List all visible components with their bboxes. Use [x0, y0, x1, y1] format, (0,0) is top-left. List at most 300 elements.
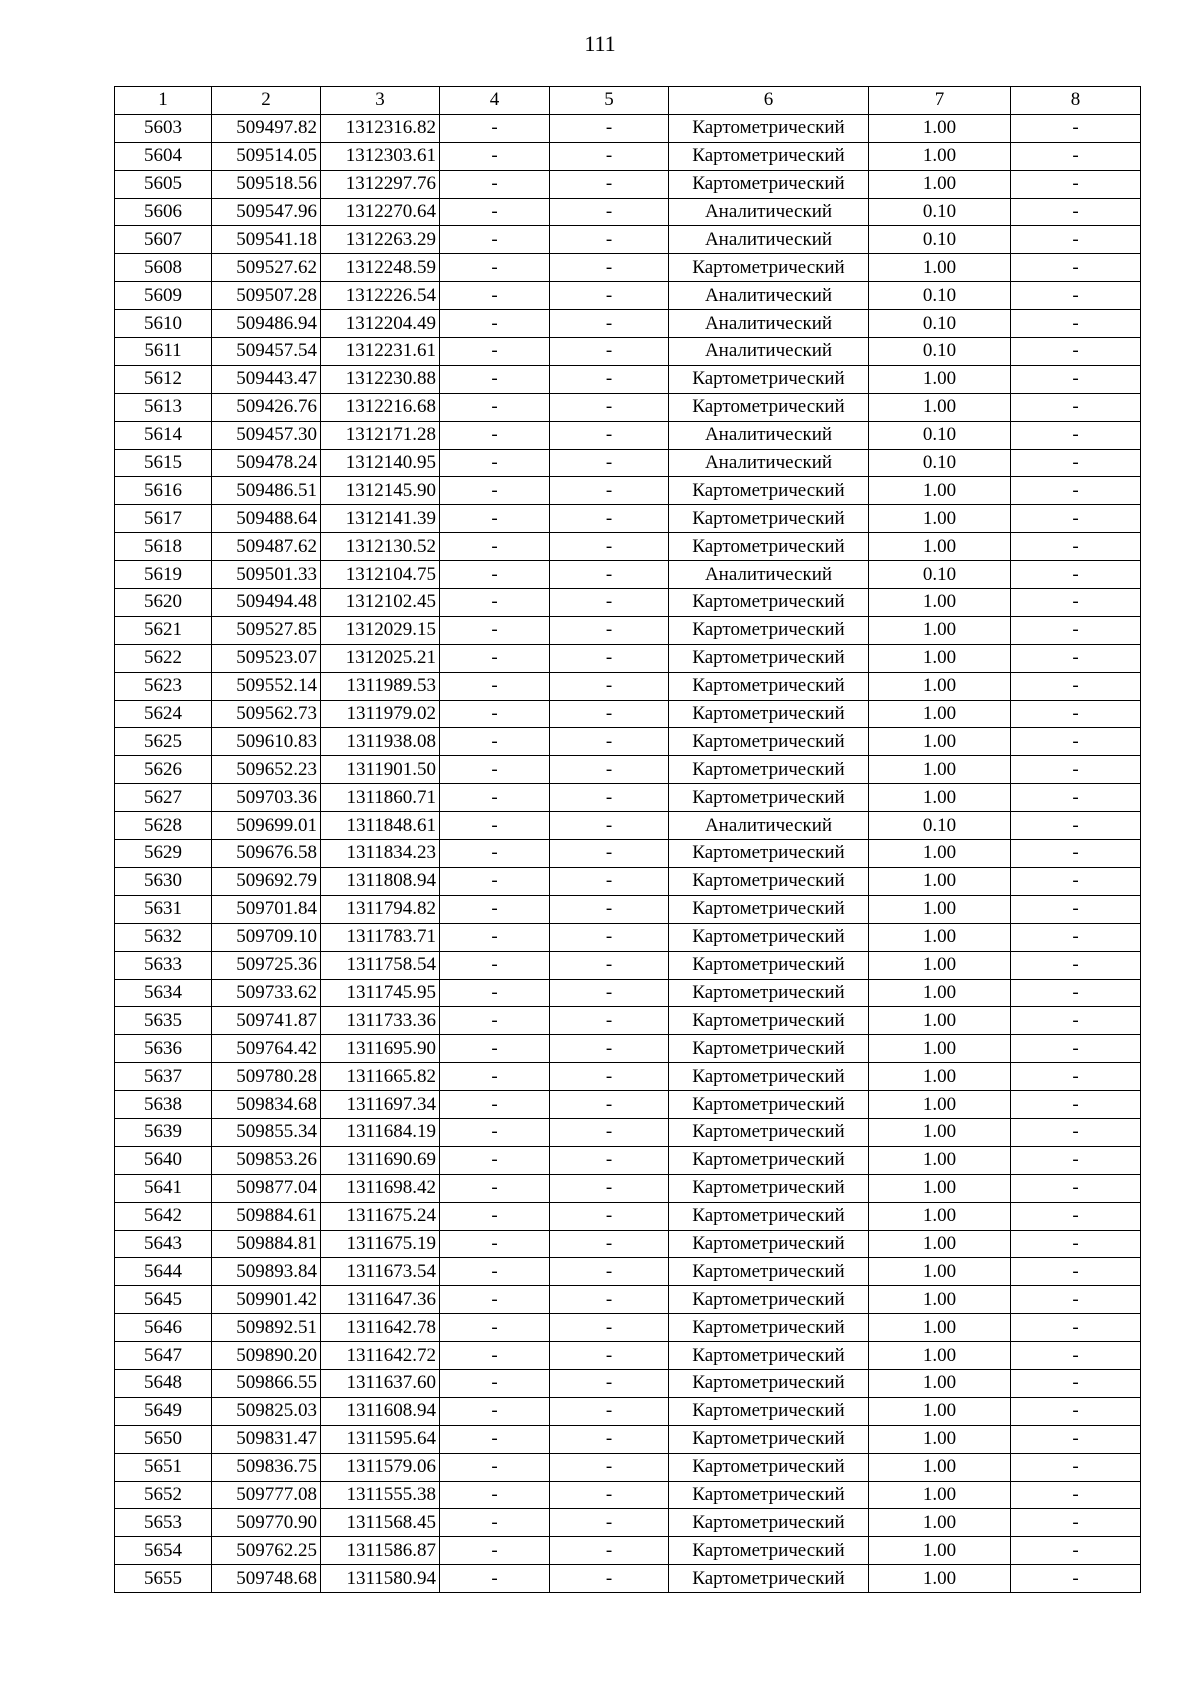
column-5-cell: - [550, 895, 669, 923]
column-8-cell: - [1011, 282, 1141, 310]
column-5-cell: - [550, 1118, 669, 1146]
column-8-cell: - [1011, 895, 1141, 923]
column-5-cell: - [550, 728, 669, 756]
method-cell: Картометрический [669, 616, 869, 644]
y-coordinate-cell: 1311860.71 [321, 784, 440, 812]
method-cell: Картометрический [669, 1481, 869, 1509]
method-cell: Картометрический [669, 756, 869, 784]
column-5-cell: - [550, 589, 669, 617]
column-8-cell: - [1011, 1091, 1141, 1119]
table-row [115, 589, 1141, 617]
table-row [115, 561, 1141, 589]
table-row [115, 1509, 1141, 1537]
column-8-cell: - [1011, 310, 1141, 338]
x-coordinate-cell: 509853.26 [212, 1146, 321, 1174]
method-cell: Картометрический [669, 170, 869, 198]
x-coordinate-cell: 509552.14 [212, 672, 321, 700]
y-coordinate-cell: 1312145.90 [321, 477, 440, 505]
column-8-cell: - [1011, 114, 1141, 142]
table-row [115, 198, 1141, 226]
y-coordinate-cell: 1311745.95 [321, 979, 440, 1007]
column-4-cell: - [440, 867, 550, 895]
header-cell: 5 [550, 87, 669, 115]
point-number-cell: 5606 [115, 198, 212, 226]
x-coordinate-cell: 509507.28 [212, 282, 321, 310]
table-row [115, 756, 1141, 784]
point-number-cell: 5635 [115, 1007, 212, 1035]
column-5-cell: - [550, 1035, 669, 1063]
point-number-cell: 5653 [115, 1509, 212, 1537]
x-coordinate-cell: 509892.51 [212, 1314, 321, 1342]
column-4-cell: - [440, 700, 550, 728]
column-8-cell: - [1011, 1481, 1141, 1509]
x-coordinate-cell: 509741.87 [212, 1007, 321, 1035]
column-8-cell: - [1011, 226, 1141, 254]
accuracy-cell: 1.00 [869, 1146, 1011, 1174]
accuracy-cell: 1.00 [869, 756, 1011, 784]
y-coordinate-cell: 1311555.38 [321, 1481, 440, 1509]
column-4-cell: - [440, 1230, 550, 1258]
column-4-cell: - [440, 338, 550, 366]
column-4-cell: - [440, 1286, 550, 1314]
point-number-cell: 5655 [115, 1565, 212, 1593]
table-row [115, 310, 1141, 338]
method-cell: Картометрический [669, 867, 869, 895]
point-number-cell: 5616 [115, 477, 212, 505]
method-cell: Картометрический [669, 840, 869, 868]
table-row [115, 672, 1141, 700]
point-number-cell: 5642 [115, 1202, 212, 1230]
column-8-cell: - [1011, 1565, 1141, 1593]
point-number-cell: 5627 [115, 784, 212, 812]
table-row [115, 449, 1141, 477]
y-coordinate-cell: 1312303.61 [321, 142, 440, 170]
column-5-cell: - [550, 1453, 669, 1481]
method-cell: Картометрический [669, 1007, 869, 1035]
point-number-cell: 5636 [115, 1035, 212, 1063]
method-cell: Картометрический [669, 477, 869, 505]
column-8-cell: - [1011, 1537, 1141, 1565]
method-cell: Картометрический [669, 1118, 869, 1146]
method-cell: Картометрический [669, 254, 869, 282]
method-cell: Картометрический [669, 644, 869, 672]
method-cell: Аналитический [669, 449, 869, 477]
y-coordinate-cell: 1312316.82 [321, 114, 440, 142]
accuracy-cell: 0.10 [869, 421, 1011, 449]
table-header-row [115, 87, 1141, 115]
method-cell: Картометрический [669, 1230, 869, 1258]
y-coordinate-cell: 1311695.90 [321, 1035, 440, 1063]
column-4-cell: - [440, 616, 550, 644]
method-cell: Картометрический [669, 979, 869, 1007]
accuracy-cell: 1.00 [869, 1565, 1011, 1593]
column-5-cell: - [550, 840, 669, 868]
point-number-cell: 5644 [115, 1258, 212, 1286]
method-cell: Картометрический [669, 1091, 869, 1119]
column-8-cell: - [1011, 533, 1141, 561]
accuracy-cell: 1.00 [869, 1035, 1011, 1063]
column-8-cell: - [1011, 728, 1141, 756]
x-coordinate-cell: 509488.64 [212, 505, 321, 533]
method-cell: Аналитический [669, 310, 869, 338]
method-cell: Картометрический [669, 114, 869, 142]
column-5-cell: - [550, 1258, 669, 1286]
y-coordinate-cell: 1312130.52 [321, 533, 440, 561]
column-8-cell: - [1011, 142, 1141, 170]
y-coordinate-cell: 1311647.36 [321, 1286, 440, 1314]
table-row [115, 1258, 1141, 1286]
y-coordinate-cell: 1312029.15 [321, 616, 440, 644]
table-row [115, 1035, 1141, 1063]
column-5-cell: - [550, 1397, 669, 1425]
method-cell: Картометрический [669, 923, 869, 951]
table-row [115, 616, 1141, 644]
column-5-cell: - [550, 1230, 669, 1258]
column-8-cell: - [1011, 1509, 1141, 1537]
column-8-cell: - [1011, 477, 1141, 505]
column-8-cell: - [1011, 1369, 1141, 1397]
column-4-cell: - [440, 1425, 550, 1453]
table-row [115, 226, 1141, 254]
method-cell: Картометрический [669, 589, 869, 617]
point-number-cell: 5647 [115, 1342, 212, 1370]
accuracy-cell: 0.10 [869, 561, 1011, 589]
point-number-cell: 5650 [115, 1425, 212, 1453]
accuracy-cell: 1.00 [869, 477, 1011, 505]
x-coordinate-cell: 509610.83 [212, 728, 321, 756]
y-coordinate-cell: 1312140.95 [321, 449, 440, 477]
column-8-cell: - [1011, 505, 1141, 533]
y-coordinate-cell: 1311848.61 [321, 812, 440, 840]
column-4-cell: - [440, 1202, 550, 1230]
x-coordinate-cell: 509514.05 [212, 142, 321, 170]
table-row [115, 365, 1141, 393]
column-5-cell: - [550, 533, 669, 561]
x-coordinate-cell: 509877.04 [212, 1174, 321, 1202]
point-number-cell: 5637 [115, 1063, 212, 1091]
x-coordinate-cell: 509486.51 [212, 477, 321, 505]
table-row [115, 923, 1141, 951]
accuracy-cell: 1.00 [869, 979, 1011, 1007]
column-8-cell: - [1011, 589, 1141, 617]
column-4-cell: - [440, 449, 550, 477]
y-coordinate-cell: 1312270.64 [321, 198, 440, 226]
point-number-cell: 5620 [115, 589, 212, 617]
y-coordinate-cell: 1311580.94 [321, 1565, 440, 1593]
column-5-cell: - [550, 198, 669, 226]
x-coordinate-cell: 509457.30 [212, 421, 321, 449]
x-coordinate-cell: 509443.47 [212, 365, 321, 393]
point-number-cell: 5649 [115, 1397, 212, 1425]
method-cell: Картометрический [669, 1063, 869, 1091]
method-cell: Картометрический [669, 1286, 869, 1314]
column-4-cell: - [440, 505, 550, 533]
table-row [115, 1202, 1141, 1230]
accuracy-cell: 1.00 [869, 867, 1011, 895]
accuracy-cell: 1.00 [869, 951, 1011, 979]
column-4-cell: - [440, 1481, 550, 1509]
column-8-cell: - [1011, 1397, 1141, 1425]
point-number-cell: 5634 [115, 979, 212, 1007]
table-row [115, 114, 1141, 142]
y-coordinate-cell: 1311675.24 [321, 1202, 440, 1230]
accuracy-cell: 0.10 [869, 812, 1011, 840]
column-4-cell: - [440, 421, 550, 449]
table-row [115, 1537, 1141, 1565]
accuracy-cell: 1.00 [869, 1174, 1011, 1202]
point-number-cell: 5611 [115, 338, 212, 366]
y-coordinate-cell: 1311673.54 [321, 1258, 440, 1286]
column-5-cell: - [550, 477, 669, 505]
column-5-cell: - [550, 644, 669, 672]
point-number-cell: 5626 [115, 756, 212, 784]
x-coordinate-cell: 509764.42 [212, 1035, 321, 1063]
column-8-cell: - [1011, 1007, 1141, 1035]
column-5-cell: - [550, 1369, 669, 1397]
y-coordinate-cell: 1312231.61 [321, 338, 440, 366]
y-coordinate-cell: 1312025.21 [321, 644, 440, 672]
column-5-cell: - [550, 923, 669, 951]
point-number-cell: 5604 [115, 142, 212, 170]
method-cell: Картометрический [669, 1314, 869, 1342]
column-5-cell: - [550, 1063, 669, 1091]
x-coordinate-cell: 509692.79 [212, 867, 321, 895]
column-8-cell: - [1011, 1425, 1141, 1453]
column-4-cell: - [440, 895, 550, 923]
y-coordinate-cell: 1311665.82 [321, 1063, 440, 1091]
column-4-cell: - [440, 1537, 550, 1565]
table-row [115, 477, 1141, 505]
y-coordinate-cell: 1312230.88 [321, 365, 440, 393]
column-8-cell: - [1011, 1035, 1141, 1063]
accuracy-cell: 0.10 [869, 449, 1011, 477]
method-cell: Картометрический [669, 1342, 869, 1370]
x-coordinate-cell: 509487.62 [212, 533, 321, 561]
accuracy-cell: 1.00 [869, 1537, 1011, 1565]
column-5-cell: - [550, 1174, 669, 1202]
point-number-cell: 5639 [115, 1118, 212, 1146]
method-cell: Картометрический [669, 1035, 869, 1063]
x-coordinate-cell: 509777.08 [212, 1481, 321, 1509]
column-4-cell: - [440, 198, 550, 226]
column-4-cell: - [440, 812, 550, 840]
column-5-cell: - [550, 505, 669, 533]
column-4-cell: - [440, 951, 550, 979]
x-coordinate-cell: 509825.03 [212, 1397, 321, 1425]
column-4-cell: - [440, 1118, 550, 1146]
x-coordinate-cell: 509562.73 [212, 700, 321, 728]
accuracy-cell: 1.00 [869, 784, 1011, 812]
y-coordinate-cell: 1311979.02 [321, 700, 440, 728]
header-cell: 4 [440, 87, 550, 115]
accuracy-cell: 1.00 [869, 923, 1011, 951]
column-5-cell: - [550, 449, 669, 477]
column-4-cell: - [440, 923, 550, 951]
table-row [115, 170, 1141, 198]
point-number-cell: 5652 [115, 1481, 212, 1509]
method-cell: Картометрический [669, 1369, 869, 1397]
y-coordinate-cell: 1311608.94 [321, 1397, 440, 1425]
column-5-cell: - [550, 393, 669, 421]
table-row [115, 254, 1141, 282]
column-4-cell: - [440, 1397, 550, 1425]
x-coordinate-cell: 509890.20 [212, 1342, 321, 1370]
accuracy-cell: 1.00 [869, 1202, 1011, 1230]
accuracy-cell: 0.10 [869, 198, 1011, 226]
point-number-cell: 5631 [115, 895, 212, 923]
column-5-cell: - [550, 812, 669, 840]
table-row [115, 784, 1141, 812]
header-cell: 2 [212, 87, 321, 115]
table-row [115, 728, 1141, 756]
point-number-cell: 5607 [115, 226, 212, 254]
x-coordinate-cell: 509834.68 [212, 1091, 321, 1119]
column-8-cell: - [1011, 421, 1141, 449]
method-cell: Картометрический [669, 505, 869, 533]
accuracy-cell: 1.00 [869, 895, 1011, 923]
accuracy-cell: 1.00 [869, 1314, 1011, 1342]
column-4-cell: - [440, 1314, 550, 1342]
column-5-cell: - [550, 756, 669, 784]
point-number-cell: 5614 [115, 421, 212, 449]
table-body [115, 114, 1141, 1592]
point-number-cell: 5651 [115, 1453, 212, 1481]
table-row [115, 338, 1141, 366]
accuracy-cell: 1.00 [869, 1453, 1011, 1481]
column-5-cell: - [550, 365, 669, 393]
x-coordinate-cell: 509762.25 [212, 1537, 321, 1565]
column-8-cell: - [1011, 1063, 1141, 1091]
point-number-cell: 5648 [115, 1369, 212, 1397]
accuracy-cell: 1.00 [869, 1397, 1011, 1425]
column-4-cell: - [440, 1063, 550, 1091]
column-4-cell: - [440, 533, 550, 561]
column-8-cell: - [1011, 1146, 1141, 1174]
point-number-cell: 5641 [115, 1174, 212, 1202]
column-5-cell: - [550, 1537, 669, 1565]
accuracy-cell: 1.00 [869, 1342, 1011, 1370]
accuracy-cell: 1.00 [869, 1509, 1011, 1537]
table-row [115, 1342, 1141, 1370]
column-5-cell: - [550, 784, 669, 812]
column-5-cell: - [550, 310, 669, 338]
column-8-cell: - [1011, 1202, 1141, 1230]
y-coordinate-cell: 1311690.69 [321, 1146, 440, 1174]
method-cell: Картометрический [669, 365, 869, 393]
x-coordinate-cell: 509703.36 [212, 784, 321, 812]
x-coordinate-cell: 509893.84 [212, 1258, 321, 1286]
header-cell: 1 [115, 87, 212, 115]
table-row [115, 1007, 1141, 1035]
column-8-cell: - [1011, 338, 1141, 366]
point-number-cell: 5629 [115, 840, 212, 868]
accuracy-cell: 1.00 [869, 1091, 1011, 1119]
x-coordinate-cell: 509478.24 [212, 449, 321, 477]
column-8-cell: - [1011, 1453, 1141, 1481]
column-4-cell: - [440, 644, 550, 672]
method-cell: Картометрический [669, 1509, 869, 1537]
column-8-cell: - [1011, 672, 1141, 700]
point-number-cell: 5640 [115, 1146, 212, 1174]
x-coordinate-cell: 509770.90 [212, 1509, 321, 1537]
column-4-cell: - [440, 1453, 550, 1481]
y-coordinate-cell: 1311698.42 [321, 1174, 440, 1202]
x-coordinate-cell: 509748.68 [212, 1565, 321, 1593]
accuracy-cell: 1.00 [869, 728, 1011, 756]
accuracy-cell: 1.00 [869, 1369, 1011, 1397]
column-5-cell: - [550, 951, 669, 979]
x-coordinate-cell: 509901.42 [212, 1286, 321, 1314]
method-cell: Картометрический [669, 1174, 869, 1202]
accuracy-cell: 1.00 [869, 1063, 1011, 1091]
header-cell: 3 [321, 87, 440, 115]
column-4-cell: - [440, 1509, 550, 1537]
point-number-cell: 5628 [115, 812, 212, 840]
column-8-cell: - [1011, 254, 1141, 282]
method-cell: Картометрический [669, 700, 869, 728]
y-coordinate-cell: 1311758.54 [321, 951, 440, 979]
column-4-cell: - [440, 254, 550, 282]
column-4-cell: - [440, 365, 550, 393]
x-coordinate-cell: 509494.48 [212, 589, 321, 617]
y-coordinate-cell: 1312248.59 [321, 254, 440, 282]
method-cell: Картометрический [669, 784, 869, 812]
column-4-cell: - [440, 1146, 550, 1174]
x-coordinate-cell: 509699.01 [212, 812, 321, 840]
column-5-cell: - [550, 226, 669, 254]
y-coordinate-cell: 1311568.45 [321, 1509, 440, 1537]
accuracy-cell: 0.10 [869, 338, 1011, 366]
accuracy-cell: 1.00 [869, 114, 1011, 142]
column-5-cell: - [550, 1007, 669, 1035]
method-cell: Аналитический [669, 421, 869, 449]
column-8-cell: - [1011, 449, 1141, 477]
column-4-cell: - [440, 142, 550, 170]
table-row [115, 1146, 1141, 1174]
column-5-cell: - [550, 1202, 669, 1230]
y-coordinate-cell: 1311794.82 [321, 895, 440, 923]
accuracy-cell: 1.00 [869, 1425, 1011, 1453]
y-coordinate-cell: 1312297.76 [321, 170, 440, 198]
accuracy-cell: 0.10 [869, 226, 1011, 254]
column-5-cell: - [550, 1425, 669, 1453]
accuracy-cell: 1.00 [869, 1230, 1011, 1258]
column-8-cell: - [1011, 1118, 1141, 1146]
y-coordinate-cell: 1311595.64 [321, 1425, 440, 1453]
y-coordinate-cell: 1312141.39 [321, 505, 440, 533]
column-8-cell: - [1011, 393, 1141, 421]
point-number-cell: 5610 [115, 310, 212, 338]
y-coordinate-cell: 1311783.71 [321, 923, 440, 951]
point-number-cell: 5617 [115, 505, 212, 533]
table-row [115, 979, 1141, 1007]
column-4-cell: - [440, 979, 550, 1007]
coordinates-table [114, 86, 1141, 1593]
x-coordinate-cell: 509457.54 [212, 338, 321, 366]
column-5-cell: - [550, 561, 669, 589]
y-coordinate-cell: 1311642.78 [321, 1314, 440, 1342]
method-cell: Картометрический [669, 1202, 869, 1230]
accuracy-cell: 0.10 [869, 310, 1011, 338]
accuracy-cell: 1.00 [869, 616, 1011, 644]
y-coordinate-cell: 1311579.06 [321, 1453, 440, 1481]
y-coordinate-cell: 1312102.45 [321, 589, 440, 617]
point-number-cell: 5638 [115, 1091, 212, 1119]
column-5-cell: - [550, 1146, 669, 1174]
point-number-cell: 5603 [115, 114, 212, 142]
column-5-cell: - [550, 867, 669, 895]
y-coordinate-cell: 1311642.72 [321, 1342, 440, 1370]
